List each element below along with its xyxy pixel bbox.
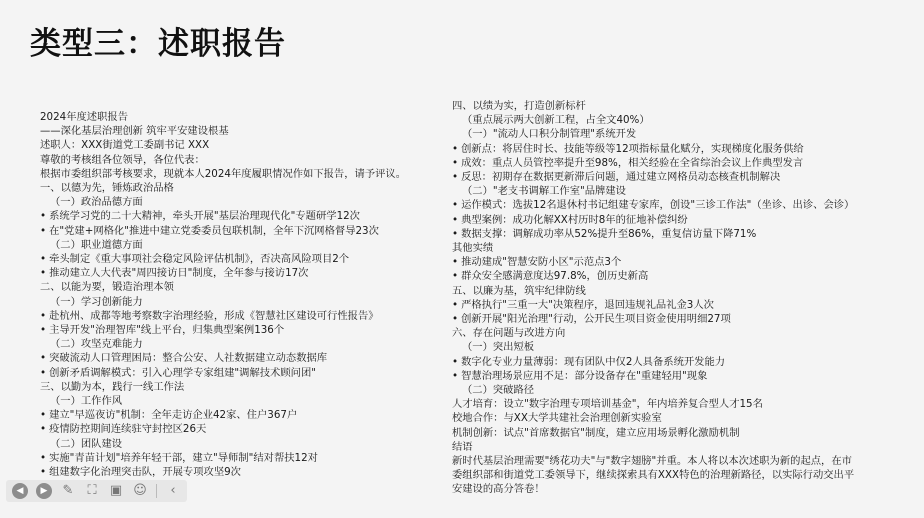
report-line: （一）政治品德方面 — [50, 196, 143, 209]
report-right-column — [452, 99, 912, 497]
report-line: • 赴杭州、成都等地考察数字治理经验，形成《智慧社区建设可行性报告》 — [40, 309, 450, 323]
report-line: • 群众安全感满意度达97.8%，创历史新高 — [452, 269, 912, 283]
report-line: 六、存在问题与改进方向 — [452, 327, 566, 340]
report-line: 述职人：XXX街道党工委副书记 XXX — [40, 139, 210, 152]
screen-icon[interactable]: ⛶ — [87, 483, 97, 498]
report-line: • 突破流动人口管理困局：整合公安、人社数据建立动态数据库 — [40, 351, 450, 365]
report-line: • 建立"早巡夜访"机制：全年走访企业42家、住户367户 — [40, 408, 450, 422]
report-line: • 数字化专业力量薄弱：现有团队中仅2人具备系统开发能力 — [452, 355, 912, 369]
report-line: • 组建数字化治理突击队，开展专项攻坚9次 — [40, 465, 450, 479]
report-line: • 创新点：将居住时长、技能等级等12项指标量化赋分，实现梯度化服务供给 — [452, 142, 912, 156]
report-line: 五、以廉为基，筑牢纪律防线 — [452, 284, 586, 297]
toolbar-divider — [156, 484, 157, 498]
report-line: • 创新开展"阳光治理"行动，公开民生项目资金使用明细27项 — [452, 312, 912, 326]
report-line: （二）团队建设 — [50, 437, 123, 450]
report-line: （二）攻坚克难能力 — [50, 338, 143, 351]
report-line: • 牵头制定《重大事项社会稳定风险评估机制》，否决高风险项目2个 — [40, 252, 450, 266]
report-line: • 反思：初期存在数据更新滞后问题，通过建立网格员动态核查机制解决 — [452, 170, 912, 184]
report-line: 2024年度述职报告 — [40, 111, 128, 123]
report-line: • 推动建立人大代表"周四接访日"制度，全年参与接访17次 — [40, 266, 450, 280]
prev-icon[interactable]: ◀ — [12, 483, 28, 499]
report-line: 人才培育：设立"数字治理专项培训基金"，年内培养复合型人才15名 — [452, 398, 763, 411]
report-line: （一）突出短板 — [462, 341, 535, 354]
report-line: 一、以德为先，锤炼政治品格 — [40, 182, 174, 195]
report-line: 四、以绩为实，打造创新标杆 — [452, 100, 586, 112]
report-line: • 主导开发"治理智库"线上平台，归集典型案例136个 — [40, 323, 450, 337]
report-line: • 系统学习党的二十大精神，牵头开展"基层治理现代化"专题研学12次 — [40, 209, 450, 223]
chat-icon[interactable]: ☺ — [133, 483, 147, 498]
report-line: （二）职业道德方面 — [50, 238, 143, 251]
report-line: 根据市委组织部考核要求，现就本人2024年度履职情况作如下报告，请予评议。 — [40, 167, 407, 180]
presentation-toolbar — [6, 480, 187, 502]
report-left-column — [40, 110, 450, 479]
report-line: • 疫情防控期间连续驻守封控区26天 — [40, 422, 450, 436]
report-line: 尊敬的考核组各位领导，各位代表： — [40, 153, 205, 166]
report-line: 新时代基层治理需要"绣花功夫"与"数字翅膀"并重。本人将以本次述职为新的起点，在市 — [452, 455, 852, 468]
report-line: （一）学习创新能力 — [50, 295, 143, 308]
next-icon[interactable]: ▶ — [36, 483, 52, 499]
report-line: 结语 — [452, 440, 473, 453]
report-line: • 成效：重点人员管控率提升至98%，相关经验在全省综治会议上作典型发言 — [452, 156, 912, 170]
report-line: （二）"老支书调解工作室"品牌建设 — [462, 185, 626, 198]
report-line: 机制创新：试点"首席数据官"制度，建立应用场景孵化激励机制 — [452, 426, 740, 439]
report-line: 校地合作：与XX大学共建社会治理创新实验室 — [452, 412, 662, 425]
slide-title: 类型三：述职报告 — [30, 26, 286, 62]
chevron-left-icon[interactable]: ‹ — [170, 483, 176, 498]
report-line: 其他实绩 — [452, 242, 494, 255]
pen-icon[interactable]: ✎ — [62, 483, 74, 498]
report-line: • 严格执行"三重一大"决策程序，退回违规礼品礼金3人次 — [452, 298, 912, 312]
report-line: • 智慧治理场景应用不足：部分设备存在"重建轻用"现象 — [452, 369, 912, 383]
report-line: （二）突破路径 — [462, 384, 535, 397]
report-line: • 典型案例：成功化解XX村历时8年的征地补偿纠纷 — [452, 213, 912, 227]
report-line: • 创新矛盾调解模式：引入心理学专家组建"调解技术顾问团" — [40, 366, 450, 380]
report-line: （重点展示两大创新工程，占全文40%） — [462, 114, 650, 127]
report-line: （一）工作作风 — [50, 395, 123, 408]
report-line: • 在"党建+网格化"推进中建立党委委员包联机制，全年下沉网格督导23次 — [40, 224, 450, 238]
video-icon[interactable]: ▣ — [109, 483, 123, 498]
report-line: （一）"流动人口积分制管理"系统开发 — [462, 128, 637, 141]
report-line: 三、以勤为本，践行一线工作法 — [40, 380, 185, 393]
report-line: 二、以能为要，锻造治理本领 — [40, 281, 174, 294]
report-line: • 数据支撑：调解成功率从52%提升至86%，重复信访量下降71% — [452, 227, 912, 241]
report-line: • 实施"青苗计划"培养年轻干部，建立"导师制"结对帮扶12对 — [40, 451, 450, 465]
report-line: 安建设的高分答卷！ — [452, 483, 545, 496]
report-line: ——深化基层治理创新 筑牢平安建设根基 — [40, 125, 229, 138]
report-line: • 推动建成"智慧安防小区"示范点3个 — [452, 255, 912, 269]
report-line: • 运作模式：选拔12名退休村书记组建专家库，创设"三诊工作法"（坐诊、出诊、会诊） — [452, 198, 912, 212]
report-line: 委组织部和街道党工委领导下，继续探索具有XXX特色的治理新路径，以实际行动交出平 — [452, 469, 855, 482]
